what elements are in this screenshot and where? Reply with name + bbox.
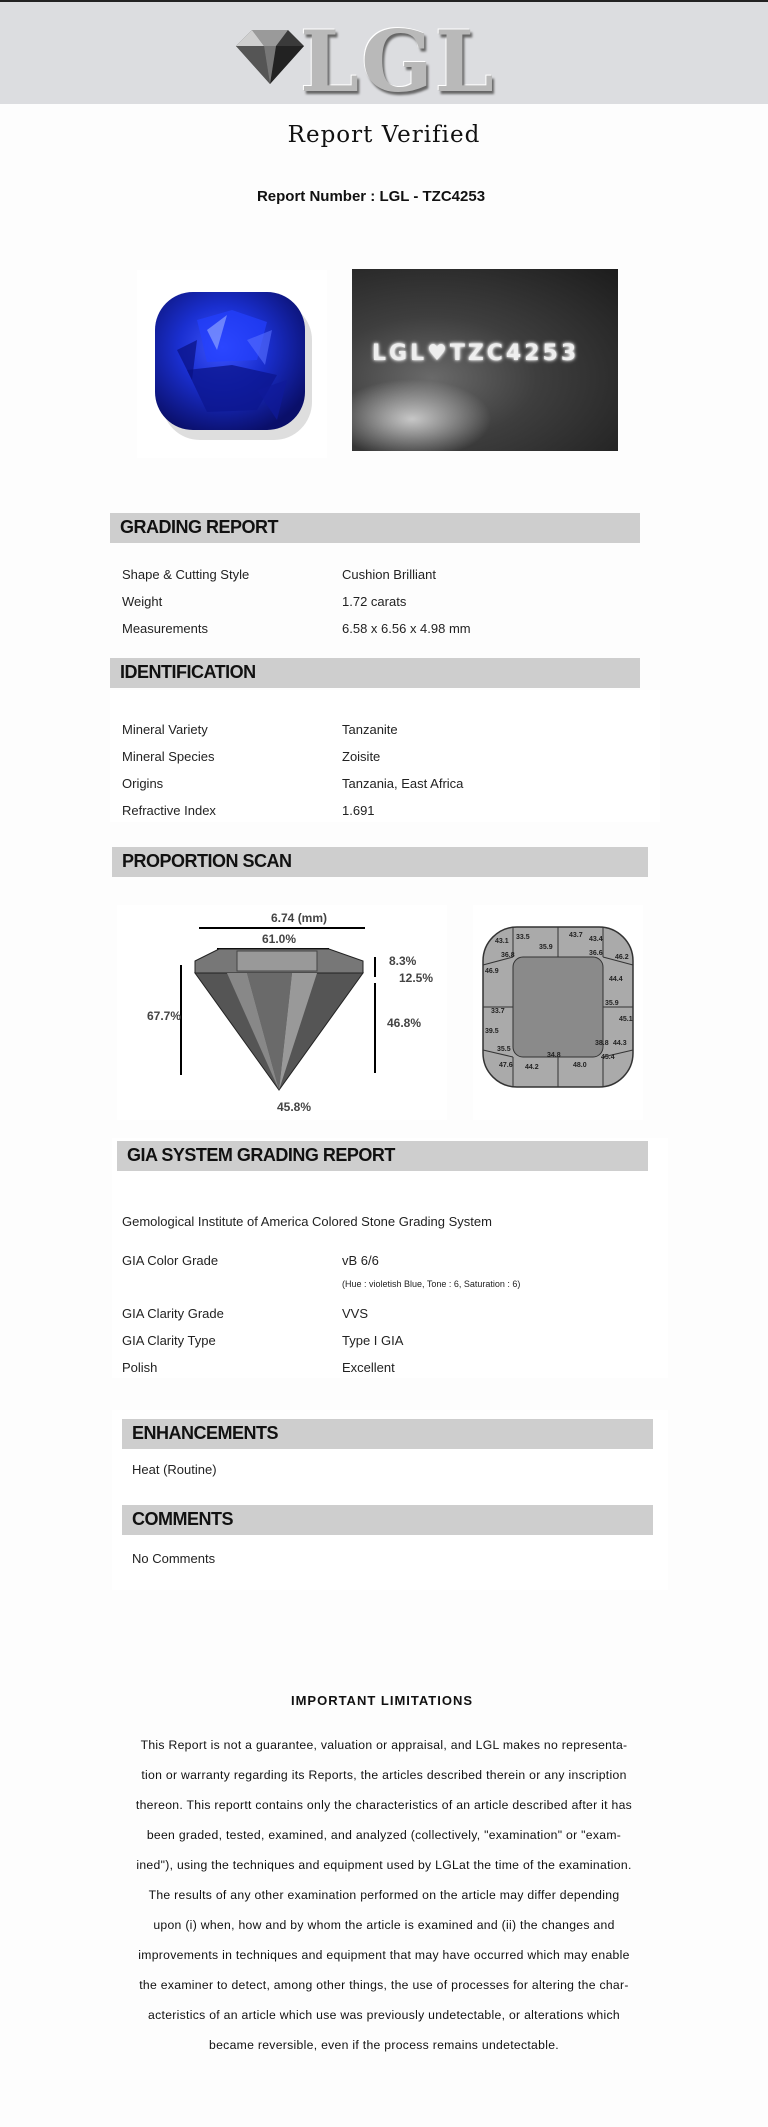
top-value: 44.2 [525,1064,539,1071]
grading-report-header [110,513,640,543]
refractive-index-label: Refractive Index [122,803,216,818]
top-value: 36.8 [501,952,515,959]
top-value: 36.6 [589,950,603,957]
top-value: 39.5 [485,1028,499,1035]
origins-value: Tanzania, East Africa [342,776,464,791]
top-view-diagram [473,905,643,1120]
crown-angle-label: 12.5% [399,971,434,985]
shape-label: Shape & Cutting Style [122,567,250,582]
pavilion-depth-label: 46.8% [387,1016,422,1030]
top-value: 45.1 [619,1016,633,1023]
polish-label: Polish [122,1360,158,1375]
clarity-grade-value: VVS [342,1306,369,1321]
proportion-scan-header [112,847,648,877]
top-value: 34.8 [547,1052,561,1059]
top-value: 33.7 [491,1008,505,1015]
gemstone-photo [137,270,327,458]
gia-title: GIA SYSTEM GRADING REPORT [127,1145,395,1165]
refractive-index-value: 1.691 [342,803,375,818]
top-value: 35.9 [539,944,553,951]
weight-label: Weight [122,594,163,609]
enhancements-header [122,1419,653,1449]
top-value: 47.6 [499,1062,513,1069]
grading-report-title: GRADING REPORT [120,517,279,537]
limitations-line: The results of any other examination performed on the article may differ depending [148,1888,620,1902]
limitations-text [118,1730,650,2060]
comments-value: No Comments [132,1551,216,1566]
report-number: Report Number : LGL - TZC4253 [256,188,486,205]
table-label: 61.0% [262,932,297,946]
measurements-label: Measurements [122,621,208,636]
lgl-logo [230,12,496,111]
top-value: 44.3 [613,1040,627,1047]
top-value: 44.4 [609,976,623,983]
top-value: 43.4 [589,936,603,943]
crown-height-label: 8.3% [389,954,417,968]
total-depth-label: 67.7% [147,1009,182,1023]
comments-header [122,1505,653,1535]
mineral-variety-value: Tanzanite [342,722,398,737]
gia-color-note: (Hue : violetish Blue, Tone : 6, Saturation : 6) [342,1279,521,1289]
top-value: 48.0 [573,1062,587,1069]
laser-inscription-photo [352,269,618,451]
clarity-grade-label: GIA Clarity Grade [122,1306,224,1321]
top-value: 35.9 [605,1000,619,1007]
top-value: 43.1 [495,938,509,945]
mineral-variety-label: Mineral Variety [122,722,208,737]
culet-label: 45.8% [277,1100,312,1114]
top-value: 43.7 [569,932,583,939]
width-label: 6.74 (mm) [271,911,328,925]
enhancements-value: Heat (Routine) [132,1462,217,1477]
top-value: 38.8 [595,1040,609,1047]
limitations-line: the examiner to detect, among other things, the use of processes for altering the char- [139,1978,629,1992]
page-title: Report Verified [287,122,481,148]
origins-label: Origins [122,776,164,791]
clarity-type-value: Type I GIA [342,1333,404,1348]
limitations-line: acteristics of an article which use was previously undetectable, or alterations which [148,2008,620,2022]
gia-color-label: GIA Color Grade [122,1253,219,1268]
side-profile-diagram [117,905,447,1120]
limitations-line: became reversible, even if the process remains undetectable. [209,2038,559,2052]
mineral-species-value: Zoisite [342,749,381,764]
limitations-line: been graded, tested, examined, and analyzed (collectively, "examination" or "exam- [146,1828,622,1842]
logo-text: LGL [300,12,496,111]
header-banner [0,2,768,111]
weight-value: 1.72 carats [342,594,407,609]
gia-color-value: vB 6/6 [342,1253,379,1268]
top-value: 46.9 [485,968,499,975]
comments-title: COMMENTS [132,1509,233,1529]
clarity-type-label: GIA Clarity Type [122,1333,216,1348]
limitations-line: upon (i) when, how and by whom the article is examined and (ii) the changes and [153,1918,615,1932]
inscription-text: LGL♥TZC4253 [372,341,580,366]
limitations-line: tion or warranty regarding its Reports, the articles described therein or any inscription [141,1768,627,1782]
limitations-line: thereon. This reportt contains only the characteristics of an article described after it has [135,1798,633,1812]
gia-subtitle: Gemological Institute of America Colored Stone Grading System [122,1214,492,1229]
shape-value: Cushion Brilliant [342,567,436,582]
polish-value: Excellent [342,1360,395,1375]
limitations-line: improvements in techniques and equipment that may have occurred which may enable [138,1948,630,1962]
limitations-line: ined"), using the techniques and equipment used by LGLat the time of the examination. [136,1858,632,1872]
diamond-icon [230,24,310,88]
limitations-title: IMPORTANT LIMITATIONS [290,1693,474,1708]
top-value: 33.5 [516,934,530,941]
top-value: 35.5 [497,1046,511,1053]
top-value: 45.4 [601,1054,615,1061]
top-value: 46.2 [615,954,629,961]
gia-header [117,1141,648,1171]
limitations-line: This Report is not a guarantee, valuation or appraisal, and LGL makes no representa- [140,1738,628,1752]
enhancements-title: ENHANCEMENTS [132,1423,279,1443]
measurements-value: 6.58 x 6.56 x 4.98 mm [342,621,471,636]
identification-title: IDENTIFICATION [120,662,256,682]
proportion-scan-title: PROPORTION SCAN [122,851,292,871]
mineral-species-label: Mineral Species [122,749,215,764]
identification-header [110,658,640,688]
